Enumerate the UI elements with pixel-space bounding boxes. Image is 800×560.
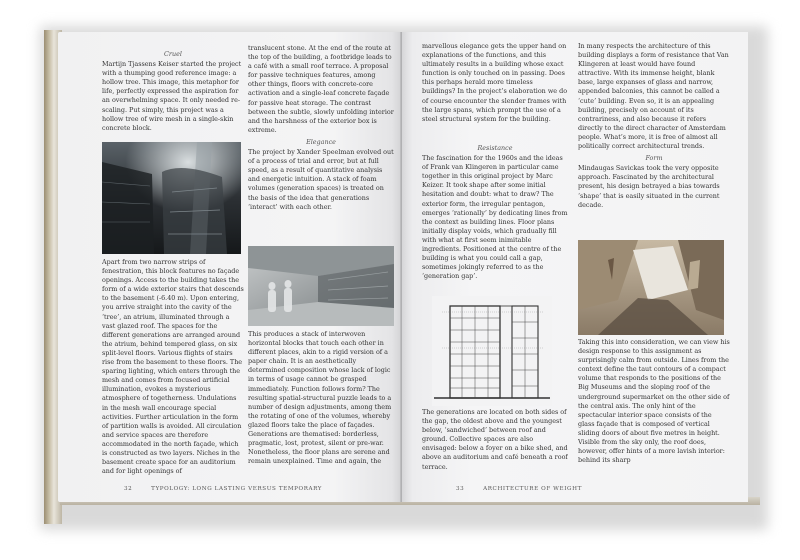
paragraph: Apart from two narrow strips of fenestration, this block features no façade openings. Access to the building takes the form of a wide exterior stairs that descends to the basement (-6.40 m). Upon entering, you arrive straight into the cavity of the ‘tree’, an atrium, illuminated through a vast glazed roof. The spaces for the different generations are arranged around the atrium, behind tempered glass, on six split-level floors. Various flights of stairs rise from the basement to these floors. The sparing lighting, which enters through the mesh and comes from focused artificial illumination, evokes a mysterious atmosphere of togetherness. Undulations in the mesh wall encourage special activities. Further articulation in the form of partition walls is avoided. All circulation and service spaces are therefore accommodated in the north façade, which is constructed as two layers. Niches in the basement create space for an auditorium and for light openings of (102, 258, 244, 476)
paragraph: In many respects the architecture of this building displays a form of resistance that Van Klingeren at least would have found attractive. With its immense height, blank base, large expanses of glass and narrow, appended balconies, this cannot be called a ‘cute’ building. Even so, it is an appealing building, precisely on account of its contrariness, and also because it refers directly to the direct character of Amsterdam people. What’s more, it is free of almost all politically correct architectural trends. (578, 42, 729, 151)
atrium-render-image (102, 142, 241, 254)
left-col1-top (102, 50, 244, 150)
paragraph: Martijn Tjassens Keiser started the project with a thumping good reference image: a hollow tree. This image, this metaphor for life, perfectly expressed the aspiration for an overwhelming space. It only needed re-scaling. Put simply, this project was a hollow tree of wire mesh in a single-skin concrete block. (102, 60, 242, 132)
right-page-footer (456, 486, 582, 492)
right-col1-top (422, 42, 568, 144)
right-col2-top (578, 42, 730, 242)
subhead-form: Form (645, 154, 663, 163)
subhead-elegance: Elegance (306, 137, 336, 146)
right-col1-middle (422, 144, 568, 302)
right-col2-bottom (578, 338, 730, 488)
interior-render-image (248, 246, 394, 326)
paragraph: Mindaugas Savickas took the very opposite approach. Fascinated by the architectural present, his design betrayed a bias towards ‘shape’ that is easily situated in the current decade. (578, 164, 720, 209)
left-page-footer (124, 486, 322, 492)
paragraph: Taking this into consideration, we can view his design response to this assignment as surprisingly calm from outside. Lines from the context define the taut contours of a compact volume that responds to the positions of the Big Museums and the sloping roof of the underground supermarket on the other side of the central axis. The only hint of the spectacular interior space consists of the glass façade that is composed of vertical sliding doors of about five metres in height. Visible from the sky only, the roof does, however, offer hints of a more lavish interior: behind its sharp (578, 338, 730, 465)
page-number: 33 (456, 486, 465, 492)
page-number: 32 (124, 486, 133, 492)
paragraph: translucent stone. At the end of the route at the top of the building, a footbridge leads to a café with a small roof terrace. A proposal for passive techniques features, among other things, floors with concrete-core activation and a single-leaf concrete façade for passive heat storage. The contrast between the subtle, slowly unfolding interior and the harshness of the exterior box is extreme. (248, 44, 394, 134)
left-page (58, 32, 402, 502)
paragraph: The project by Xander Speelman evolved out of a process of trial and error, but at full speed, as a result of quantitative analysis and energetic intuition. A stack of foam volumes (generation spaces) is treated on the basis of the idea that generations ‘interact’ with each other. (248, 148, 394, 211)
running-title: TYPOLOGY: LONG LASTING VERSUS TEMPORARY (151, 486, 323, 492)
left-col1-bottom (102, 258, 244, 488)
right-page (402, 32, 748, 502)
paragraph: marvellous elegance gets the upper hand on explanations of the functions, and this ultimately results in a building whose exact function is only touched on in passing. Does this perhaps herald more timeless buildings? In the project’s elaboration we do of course encounter the slender frames with the large spans, which prompt the use of a steel structural system for the building. (422, 42, 568, 123)
building-section-drawing (432, 296, 552, 406)
subhead-cruel: Cruel (164, 50, 182, 58)
running-title: ARCHITECTURE OF WEIGHT (483, 486, 582, 492)
form-render-image (578, 240, 724, 335)
paragraph: The generations are located on both sides of the gap, the oldest above and the youngest below, ‘sandwiched’ between roof and ground. Collective spaces are also envisaged: below a foyer on a bike shed, and above an auditorium and café beneath a roof terrace. (422, 408, 568, 471)
right-col1-bottom (422, 408, 568, 488)
paragraph: This produces a stack of interwoven horizontal blocks that touch each other in different places, akin to a rigid version of a paper chain. It is an aesthetically determined composition whose lack of logic in terms of usage cannot be grasped immediately. Function follows form? The resulting spatial-structural puzzle leads to a number of design adjustments, among them the rotating of one of the volumes, whereby glazed floors take the place of façades. Generations are thematised: borderless, pragmatic, lost, protest, silent or pre-war. Nonetheless, the floor plans are serene and remain unexplained. Time and again, the (248, 330, 392, 466)
subhead-resistance: Resistance (477, 144, 513, 152)
left-col2-bottom (248, 330, 394, 490)
paragraph: The fascination for the 1960s and the ideas of Frank van Klingeren in particular came together in this original project by Marc Keizer. It took shape after some initial hesitation and doubt: what to draw? The exterior form, the irregular pentagon, emerges ‘rationally’ by dedicating lines from the context as building lines. Floor plans initially display voids, which gradually fill with what at first seem inimitable ingredients. Positioned at the centre of the building is what you could call a gap, sometimes jokingly referred to as the ‘generation gap’. (422, 154, 568, 281)
